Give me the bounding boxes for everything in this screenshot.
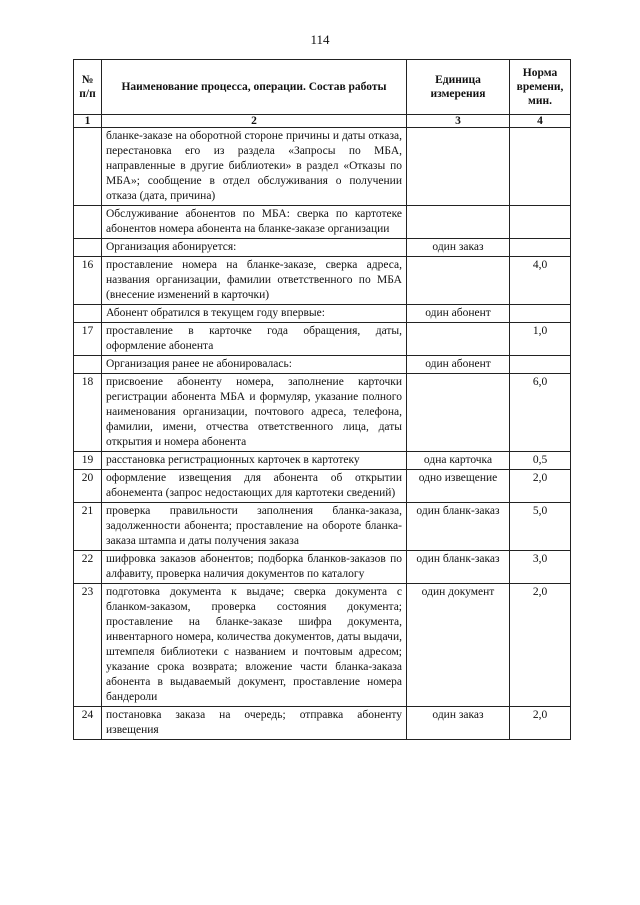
table-row (74, 707, 571, 740)
row-description: Организация ранее не абонировалась: (102, 356, 407, 374)
row-unit: один заказ (407, 707, 510, 740)
row-description: шифровка заказов абонентов; подборка бланков-заказов по алфавиту, проверка наличия документов по каталогу (102, 551, 407, 584)
table-row (74, 257, 571, 305)
row-time-norm: 4,0 (510, 257, 571, 305)
column-number: 2 (102, 115, 407, 128)
row-time-norm: 2,0 (510, 707, 571, 740)
column-number: 3 (407, 115, 510, 128)
row-unit: один абонент (407, 305, 510, 323)
row-description: оформление извещения для абонента об открытии абонемента (запрос недостающих для картотеки сведений) (102, 470, 407, 503)
row-number (74, 128, 102, 206)
row-unit: один бланк-заказ (407, 551, 510, 584)
row-time-norm: 1,0 (510, 323, 571, 356)
row-description: проверка правильности заполнения бланка-заказа, задолженности абонента; проставление на обороте бланка-заказа штампа и даты получения заказа (102, 503, 407, 551)
header-process-name: Наименование процесса, операции. Состав работы (102, 60, 407, 115)
column-number: 4 (510, 115, 571, 128)
row-time-norm (510, 239, 571, 257)
row-number: 18 (74, 374, 102, 452)
row-description: бланке-заказе на оборотной стороне причины и даты отказа, перестановка его из раздела «Запросы по МБА, направленные в другие библиотеки» в раздел «Отказы по МБА»; сообщение в отдел обслуживания о получении отказа (дата, причина) (102, 128, 407, 206)
row-number (74, 356, 102, 374)
row-unit (407, 206, 510, 239)
table-row (74, 305, 571, 323)
row-time-norm (510, 305, 571, 323)
row-description: подготовка документа к выдаче; сверка документа с бланком-заказом, проверка состояния документа; проставление на бланке-заказе шифра документа, инвентарного номера, количества документов, даты выдачи, штемпеля библиотеки с названием и почтовым адресом; указание срока возврата; вложение части бланка-заказа абонента в выдаваемый документ, проставление номера бандероли (102, 584, 407, 707)
table-header-row (74, 60, 571, 115)
row-time-norm (510, 356, 571, 374)
row-description: проставление в карточке года обращения, даты, оформление абонента (102, 323, 407, 356)
table-row (74, 128, 571, 206)
row-number (74, 305, 102, 323)
row-time-norm (510, 206, 571, 239)
row-number: 20 (74, 470, 102, 503)
row-unit (407, 323, 510, 356)
row-time-norm: 5,0 (510, 503, 571, 551)
row-description: постановка заказа на очередь; отправка абоненту извещения (102, 707, 407, 740)
row-number: 17 (74, 323, 102, 356)
row-unit: один документ (407, 584, 510, 707)
row-number: 22 (74, 551, 102, 584)
table-row (74, 356, 571, 374)
row-time-norm: 0,5 (510, 452, 571, 470)
row-description: Организация абонируется: (102, 239, 407, 257)
row-unit: одно извещение (407, 470, 510, 503)
row-description: Абонент обратился в текущем году впервые: (102, 305, 407, 323)
row-number: 19 (74, 452, 102, 470)
row-time-norm: 2,0 (510, 584, 571, 707)
table-row (74, 323, 571, 356)
row-description: присвоение абоненту номера, заполнение карточки регистрации абонента МБА и формуляр, указание полного наименования организации, почтового адреса, телефона, фамилии, имени, отчества ответственного лица, даты открытия и номера абонента (102, 374, 407, 452)
table-row (74, 584, 571, 707)
row-unit (407, 128, 510, 206)
table-row (74, 239, 571, 257)
row-unit: один бланк-заказ (407, 503, 510, 551)
table-row (74, 206, 571, 239)
row-unit (407, 257, 510, 305)
row-description: проставление номера на бланке-заказе, сверка адреса, названия организации, фамилии ответственного по МБА (внесение изменений в карточки) (102, 257, 407, 305)
table-row (74, 551, 571, 584)
row-time-norm: 6,0 (510, 374, 571, 452)
row-number (74, 206, 102, 239)
column-number: 1 (74, 115, 102, 128)
header-time-norm: Норма времени, мин. (510, 60, 571, 115)
row-description: расстановка регистрационных карточек в картотеку (102, 452, 407, 470)
row-unit: один абонент (407, 356, 510, 374)
row-unit: одна карточка (407, 452, 510, 470)
table-row (74, 503, 571, 551)
table-row (74, 374, 571, 452)
table-row (74, 452, 571, 470)
column-number-row (74, 115, 571, 128)
row-number: 24 (74, 707, 102, 740)
header-unit: Единица измерения (407, 60, 510, 115)
row-number: 21 (74, 503, 102, 551)
row-time-norm: 2,0 (510, 470, 571, 503)
norms-table (73, 59, 571, 740)
page-number: 114 (310, 32, 330, 47)
row-number: 23 (74, 584, 102, 707)
row-unit: один заказ (407, 239, 510, 257)
table-row (74, 470, 571, 503)
row-number: 16 (74, 257, 102, 305)
header-number: № п/п (74, 60, 102, 115)
row-time-norm (510, 128, 571, 206)
row-unit (407, 374, 510, 452)
row-number (74, 239, 102, 257)
row-description: Обслуживание абонентов по МБА: сверка по картотеке абонентов номера абонента на бланке-заказе организации (102, 206, 407, 239)
row-time-norm: 3,0 (510, 551, 571, 584)
